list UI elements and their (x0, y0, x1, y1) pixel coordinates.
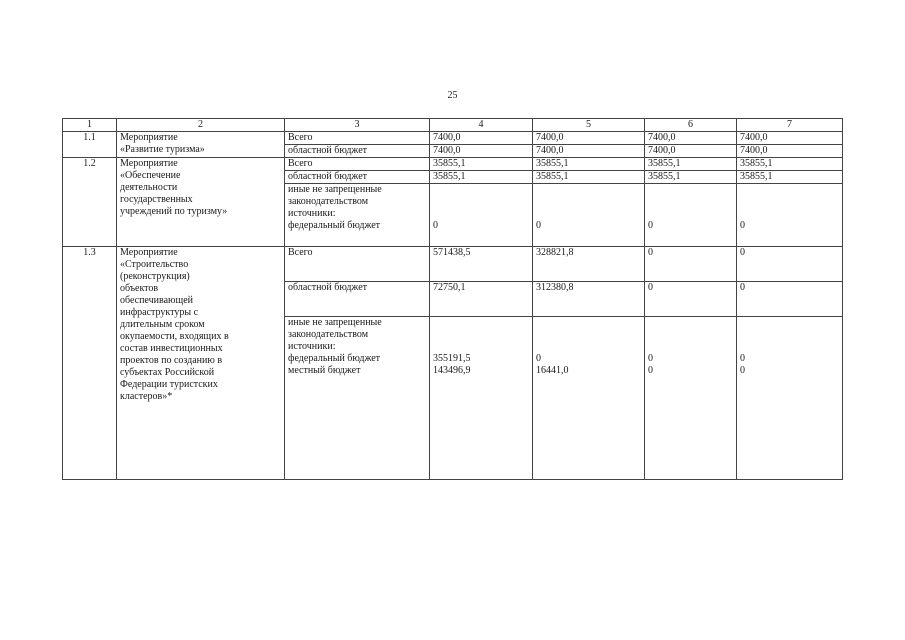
value-line: 0 (648, 364, 653, 376)
source-label-line: федеральный бюджет (288, 352, 381, 364)
item-name-line: Мероприятие (120, 158, 178, 169)
value-line: 0 (740, 364, 745, 376)
item-name-line: «Обеспечение (120, 170, 181, 181)
value-line: 0 (536, 352, 541, 364)
source-label: областной бюджет (285, 145, 430, 158)
item-name-line: кластеров»* (120, 391, 173, 402)
column-header: 5 (533, 119, 645, 132)
value-cell (737, 316, 843, 479)
value-cell: 72750,1 (430, 281, 533, 316)
value-line: 355191,5 (433, 352, 471, 364)
column-header: 3 (285, 119, 430, 132)
column-header: 6 (645, 119, 737, 132)
item-number: 1.2 (63, 158, 117, 247)
value-line: 0 (536, 220, 541, 231)
source-label (285, 316, 430, 479)
source-label: областной бюджет (285, 171, 430, 184)
value-cell (533, 184, 645, 247)
value-cell: 7400,0 (737, 145, 843, 158)
source-label: Всего (285, 132, 430, 145)
item-name-line: Мероприятие (120, 247, 178, 258)
item-name-line: Мероприятие (120, 132, 178, 143)
value-cell (430, 316, 533, 479)
source-label-line: законодательством (288, 196, 369, 207)
item-name-line: проектов по созданию в (120, 355, 223, 366)
source-label-line: иные не запрещенные (288, 184, 382, 195)
value-cell: 0 (737, 247, 843, 282)
value-cell: 35855,1 (737, 158, 843, 171)
item-name-line: субъектах Российской (120, 367, 215, 378)
value-cell: 35855,1 (533, 158, 645, 171)
value-cell: 35855,1 (737, 171, 843, 184)
column-header: 4 (430, 119, 533, 132)
value-line: 0 (648, 352, 653, 364)
item-name-line: инфраструктуры с (120, 307, 199, 318)
column-header: 2 (117, 119, 285, 132)
value-cell: 7400,0 (645, 145, 737, 158)
value-cell: 7400,0 (737, 132, 843, 145)
table-row (63, 158, 843, 171)
value-line: 0 (648, 220, 653, 231)
item-name-line: деятельности (120, 182, 178, 193)
source-label-line: местный бюджет (288, 364, 361, 376)
header-row (63, 119, 843, 132)
value-cell: 0 (645, 281, 737, 316)
item-number: 1.3 (63, 247, 117, 480)
value-cell: 0 (737, 281, 843, 316)
source-label: Всего (285, 247, 430, 282)
source-label-line: федеральный бюджет (288, 220, 381, 231)
value-cell (430, 184, 533, 247)
item-name (117, 247, 285, 480)
value-cell: 312380,8 (533, 281, 645, 316)
item-name-line: «Развитие туризма» (120, 144, 205, 155)
value-line: 143496,9 (433, 364, 471, 376)
item-name (117, 158, 285, 247)
value-cell: 35855,1 (533, 171, 645, 184)
item-name-line: объектов (120, 283, 159, 294)
value-cell: 7400,0 (533, 145, 645, 158)
source-label (285, 184, 430, 247)
source-label-line: источники: (288, 208, 336, 219)
value-cell: 35855,1 (430, 158, 533, 171)
item-name-line: окупаемости, входящих в (120, 331, 229, 342)
value-cell (645, 316, 737, 479)
value-cell: 7400,0 (533, 132, 645, 145)
item-name-line: учреждений по туризму» (120, 206, 228, 217)
table-row (63, 132, 843, 145)
source-label-line: законодательством (288, 328, 369, 340)
item-number: 1.1 (63, 132, 117, 158)
value-cell (645, 184, 737, 247)
value-cell (533, 316, 645, 479)
column-header: 7 (737, 119, 843, 132)
column-header: 1 (63, 119, 117, 132)
value-cell: 571438,5 (430, 247, 533, 282)
value-cell: 328821,8 (533, 247, 645, 282)
item-name (117, 132, 285, 158)
page-number: 25 (447, 90, 458, 101)
item-name-line: Федерации туристских (120, 379, 218, 390)
item-name-line: государственных (120, 194, 193, 205)
value-line: 0 (433, 220, 438, 231)
source-label-line: иные не запрещенные (288, 316, 382, 328)
value-line: 0 (740, 220, 745, 231)
item-name-line: обеспечивающей (120, 295, 193, 306)
value-cell: 35855,1 (430, 171, 533, 184)
value-line: 0 (740, 352, 745, 364)
value-cell: 7400,0 (430, 145, 533, 158)
budget-table (62, 118, 843, 480)
item-name-line: (реконструкция) (120, 271, 190, 282)
item-name-line: состав инвестиционных (120, 343, 223, 354)
value-cell: 0 (645, 247, 737, 282)
source-label: областной бюджет (285, 281, 430, 316)
value-cell: 35855,1 (645, 158, 737, 171)
value-cell: 7400,0 (645, 132, 737, 145)
source-label: Всего (285, 158, 430, 171)
item-name-line: длительным сроком (120, 319, 205, 330)
value-line: 16441,0 (536, 364, 569, 376)
source-label-line: источники: (288, 340, 336, 352)
value-cell: 7400,0 (430, 132, 533, 145)
item-name-line: «Строительство (120, 259, 189, 270)
value-cell (737, 184, 843, 247)
value-cell: 35855,1 (645, 171, 737, 184)
table-row (63, 247, 843, 282)
